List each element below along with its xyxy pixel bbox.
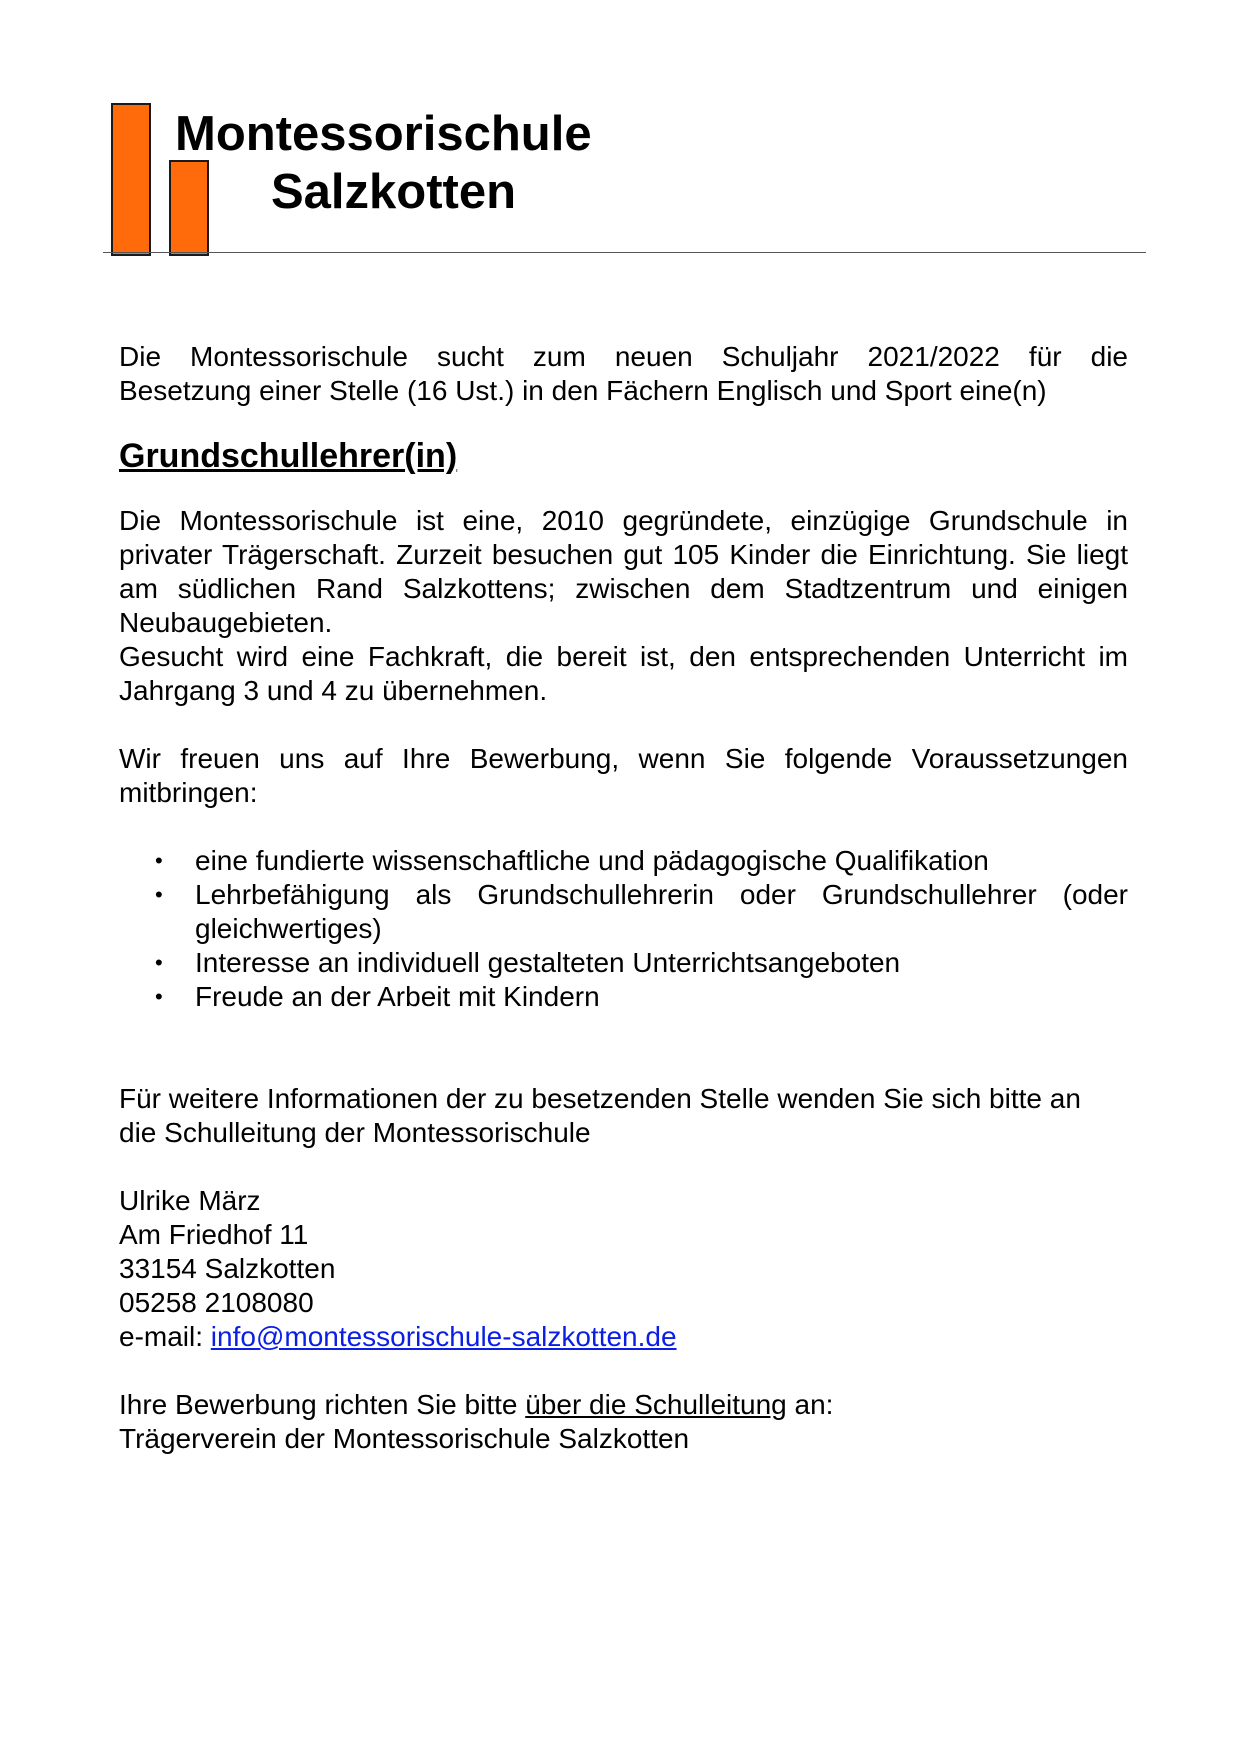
list-item	[119, 980, 1128, 1014]
bullet-icon: •	[155, 950, 163, 975]
list-item	[119, 946, 1128, 980]
requirement-text: eine fundierte wissenschaftliche und pädagogische Qualifikation	[195, 845, 989, 876]
school-name-line2: Salzkotten	[271, 165, 517, 219]
job-title: Grundschullehrer(in)	[119, 437, 458, 475]
bullet-icon: •	[155, 984, 163, 1009]
info-line1: Für weitere Informationen der zu besetzenden Stelle wenden Sie sich bitte an	[119, 1083, 1081, 1114]
logo-bar-short	[169, 160, 209, 256]
description-paragraph2: Gesucht wird eine Fachkraft, die bereit ist, den entsprechenden Unterricht im Jahrgang 3 und 4 zu übernehmen.	[119, 641, 1128, 706]
list-item	[119, 878, 1128, 946]
contact-city: 33154 Salzkotten	[119, 1253, 336, 1284]
application-prefix: Ihre Bewerbung richten Sie bitte	[119, 1389, 526, 1420]
logo-bar-tall	[111, 103, 151, 256]
application-suffix: an:	[786, 1389, 834, 1420]
application-underlined: über die Schulleitung	[525, 1389, 787, 1420]
description-paragraph1: Die Montessorischule ist eine, 2010 gegründete, einzügige Grundschule in privater Trägerschaft. Zurzeit besuchen gut 105 Kinder die Einrichtung. Sie liegt am südlichen Rand Salzkottens; zwischen dem Stadtzentrum und einigen Neubaugebieten.	[119, 505, 1128, 638]
contact-name: Ulrike März	[119, 1185, 261, 1216]
contact-email-line	[119, 1320, 1128, 1354]
requirement-text: Lehrbefähigung als Grundschullehrerin oder Grundschullehrer (oder gleichwertiges)	[195, 879, 1128, 944]
requirement-text: Interesse an individuell gestalteten Unterrichtsangeboten	[195, 947, 901, 978]
contact-phone: 05258 2108080	[119, 1287, 314, 1318]
contact-street: Am Friedhof 11	[119, 1219, 309, 1250]
email-label: e-mail:	[119, 1321, 211, 1352]
requirements-list	[119, 844, 1128, 1014]
application-recipient: Trägerverein der Montessorischule Salzkotten	[119, 1423, 690, 1454]
bullet-icon: •	[155, 882, 163, 907]
requirement-text: Freude an der Arbeit mit Kindern	[195, 981, 600, 1012]
email-link[interactable]: info@montessorischule-salzkotten.de	[210, 1321, 677, 1352]
list-item	[119, 844, 1128, 878]
info-line2: die Schulleitung der Montessorischule	[119, 1117, 591, 1148]
requirements-intro: Wir freuen uns auf Ihre Bewerbung, wenn Sie folgende Voraussetzungen mitbringen:	[119, 743, 1128, 808]
intro-line2: Besetzung einer Stelle (16 Ust.) in den Fächern Englisch und Sport eine(n)	[119, 375, 1047, 406]
bullet-icon: •	[155, 848, 163, 873]
school-name-line1: Montessorischule	[175, 107, 592, 161]
intro-line1: Die Montessorischule sucht zum neuen Schuljahr 2021/2022 für die	[119, 341, 1128, 372]
header-divider	[103, 252, 1146, 253]
document-body	[119, 340, 1128, 1456]
application-line	[119, 1388, 1128, 1422]
